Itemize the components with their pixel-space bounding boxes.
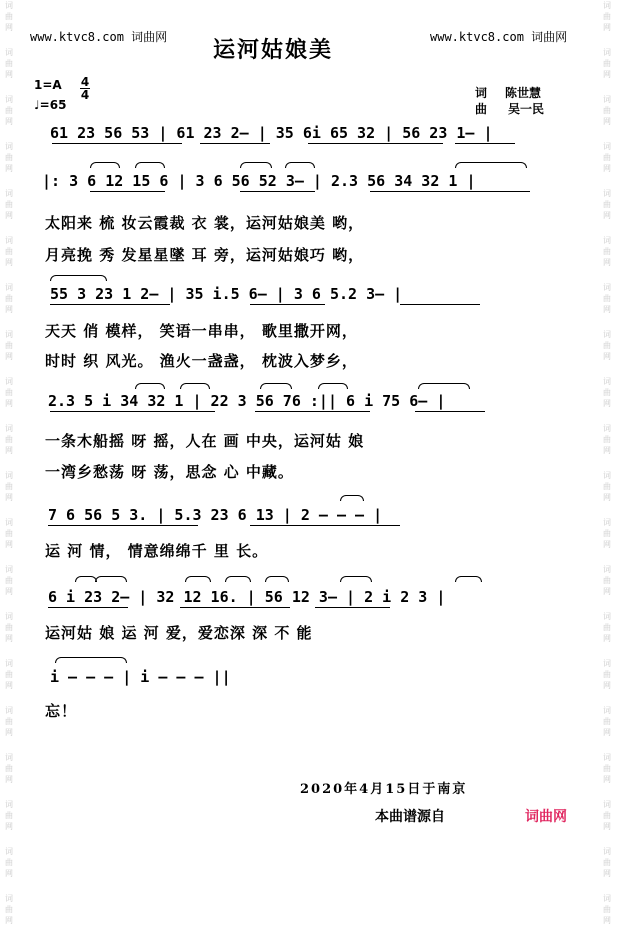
composer-name: 吴一民	[508, 102, 545, 116]
watermark-text: 词 曲 网	[5, 659, 13, 690]
watermark-text: 词 曲 网	[5, 236, 13, 267]
watermark-text: 词 曲 网	[603, 518, 611, 549]
song-title: 运河姑娘美	[213, 37, 334, 63]
lyrics-line-5: 运 河 情， 情意绵绵千 里 长。	[45, 542, 269, 560]
watermark-text: 词 曲 网	[5, 753, 13, 784]
watermark-text: 词 曲 网	[603, 48, 611, 79]
left-watermark-column	[2, 0, 16, 925]
watermark-text: 词 曲 网	[603, 706, 611, 737]
score-line-5: 7 6 56 5 3. | 5.3 23 6 13 | 2 — — — |	[48, 506, 383, 524]
watermark-text: 词 曲 网	[5, 48, 13, 79]
watermark-text: 词 曲 网	[5, 612, 13, 643]
score-line-7: i — — — | i — — — ||	[50, 668, 231, 686]
watermark-text: 词 曲 网	[5, 189, 13, 220]
lyrics-line-3-verse-2: 时时 织 风光。 渔火一盏盏， 枕波入梦乡，	[45, 352, 358, 370]
composition-date: 2020年4月15日于南京	[300, 782, 468, 797]
source-label: 本曲谱源自	[375, 809, 445, 825]
watermark-text: 词 曲 网	[603, 142, 611, 173]
watermark-text: 词 曲 网	[5, 847, 13, 878]
site-link-left[interactable]: www.ktvc8.com 词曲网	[30, 30, 168, 44]
source-logo[interactable]: 词曲网	[525, 809, 567, 825]
watermark-text: 词 曲 网	[5, 330, 13, 361]
watermark-text: 词 曲 网	[5, 706, 13, 737]
tempo-mark: ♩=65	[34, 98, 67, 112]
watermark-text: 词 曲 网	[5, 424, 13, 455]
watermark-text: 词 曲 网	[603, 894, 611, 925]
right-watermark-column	[600, 0, 614, 925]
lyrics-line-3-verse-1: 天天 俏 模样， 笑语一串串， 歌里撒开网，	[45, 322, 358, 340]
composer-label: 曲	[475, 102, 488, 116]
watermark-text: 词 曲 网	[5, 471, 13, 502]
watermark-text: 词 曲 网	[603, 283, 611, 314]
watermark-text: 词 曲 网	[5, 142, 13, 173]
lyrics-line-4-verse-2: 一湾乡愁荡 呀 荡，思念 心 中藏。	[45, 463, 294, 481]
watermark-text: 词 曲 网	[603, 424, 611, 455]
lyrics-line-6: 运河姑 娘 运 河 爱，爱恋深 深 不 能	[45, 624, 313, 642]
score-line-4: 2.3 5 i 34 32 1 | 22 3 56 76 :|| 6 i 75 6— |	[48, 392, 446, 410]
score-line-1: 61 23 56 53 | 61 23 2— | 35 6i 65 32 | 56 23 1— |	[50, 124, 493, 142]
lyrics-line-2-verse-1: 太阳来 梳 妆云霞裁 衣 裳，运河姑娘美 哟，	[45, 214, 365, 232]
watermark-text: 词 曲 网	[603, 565, 611, 596]
watermark-text: 词 曲 网	[603, 236, 611, 267]
time-signature: 4 4	[80, 75, 90, 102]
watermark-text: 词 曲 网	[603, 659, 611, 690]
watermark-text: 词 曲 网	[603, 1, 611, 32]
score-line-6: 6 i 23 2— | 32 12 16. | 56 12 3— | 2 i 2 3 |	[48, 588, 446, 606]
lyricist-name: 陈世慧	[505, 86, 542, 100]
lyrics-line-7: 忘！	[45, 702, 78, 720]
watermark-text: 词 曲 网	[5, 518, 13, 549]
watermark-text: 词 曲 网	[5, 894, 13, 925]
watermark-text: 词 曲 网	[603, 189, 611, 220]
score-line-3: 55 3 23 1 2— | 35 i.5 6— | 3 6 5.2 3— |	[50, 285, 403, 303]
watermark-text: 词 曲 网	[5, 800, 13, 831]
watermark-text: 词 曲 网	[603, 753, 611, 784]
key-signature: 1=A	[34, 78, 62, 92]
lyrics-line-4-verse-1: 一条木船摇 呀 摇，人在 画 中央，运河姑 娘	[45, 432, 365, 450]
watermark-text: 词 曲 网	[5, 377, 13, 408]
watermark-text: 词 曲 网	[5, 1, 13, 32]
watermark-text: 词 曲 网	[603, 330, 611, 361]
watermark-text: 词 曲 网	[5, 283, 13, 314]
lyrics-line-2-verse-2: 月亮挽 秀 发星星墜 耳 旁，运河姑娘巧 哟，	[45, 246, 365, 264]
site-link-right[interactable]: www.ktvc8.com 词曲网	[430, 30, 568, 44]
score-line-2: |: 3 6 12 15 6 | 3 6 56 52 3— | 2.3 56 34 32 1 |	[42, 172, 476, 190]
watermark-text: 词 曲 网	[603, 471, 611, 502]
watermark-text: 词 曲 网	[603, 95, 611, 126]
watermark-text: 词 曲 网	[5, 95, 13, 126]
lyricist-label: 词	[475, 86, 488, 100]
watermark-text: 词 曲 网	[5, 565, 13, 596]
watermark-text: 词 曲 网	[603, 847, 611, 878]
watermark-text: 词 曲 网	[603, 800, 611, 831]
watermark-text: 词 曲 网	[603, 377, 611, 408]
watermark-text: 词 曲 网	[603, 612, 611, 643]
